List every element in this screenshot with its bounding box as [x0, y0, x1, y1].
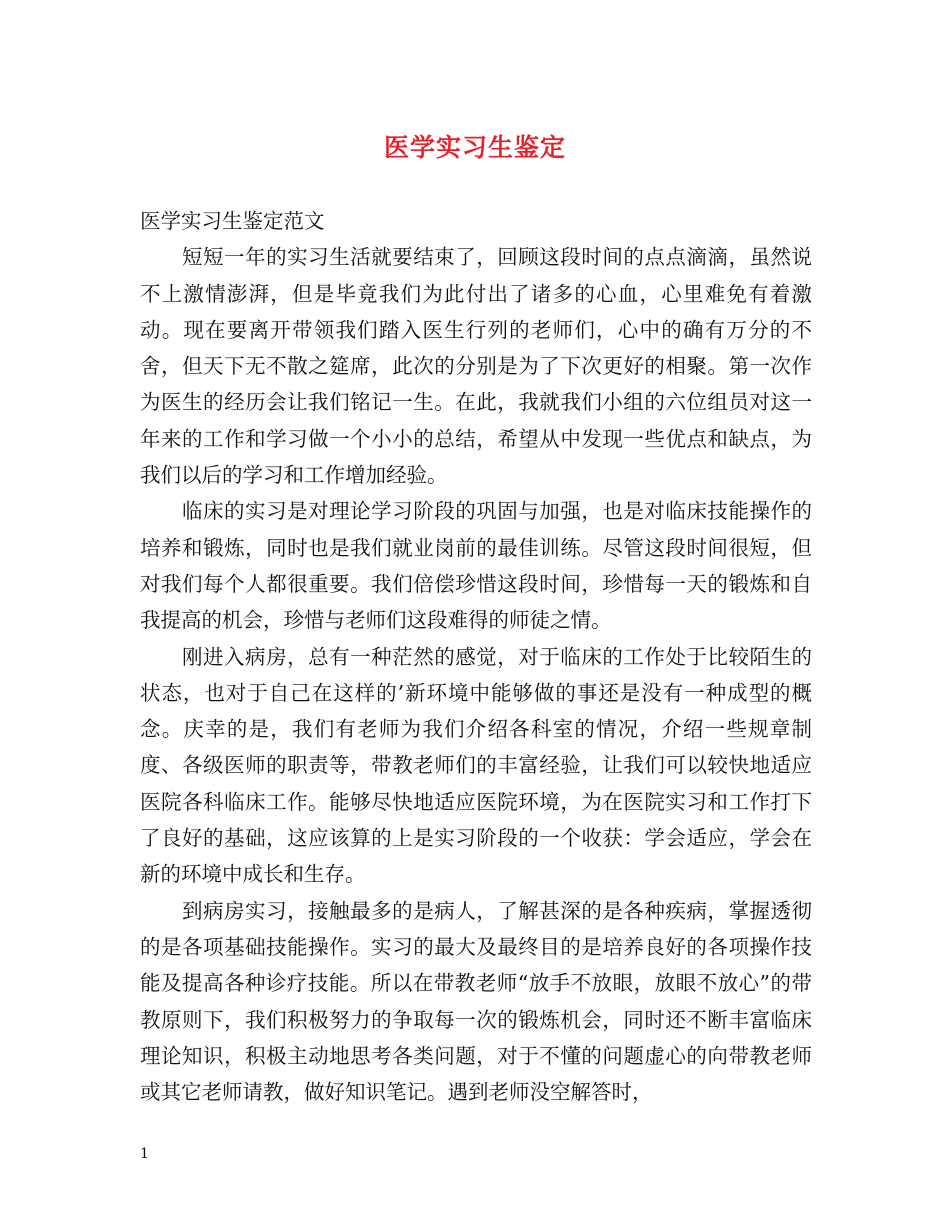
document-body [140, 203, 812, 1110]
paragraph-3: 刚进入病房，总有一种茫然的感觉，对于临床的工作处于比较陌生的状态，也对于自己在这样的’新环境中能够做的事还是没有一种成型的概念。庆幸的是，我们有老师为我们介绍各科室的情况，介绍一些规章制度、各级医师的职责等，带教老师们的丰富经验，让我们可以较快地适应医院各科临床工作。能够尽快地适应医院环境，为在医院实习和工作打下了良好的基础，这应该算的上是实习阶段的一个收获：学会适应，学会在新的环境中成长和生存。 [140, 644, 812, 887]
paragraph-4: 到病房实习，接触最多的是病人，了解甚深的是各种疾病，掌握透彻的是各项基础技能操作。实习的最大及最终目的是培养良好的各项操作技能及提高各种诊疗技能。所以在带教老师“放手不放眼，放眼不放心”的带教原则下，我们积极努力的争取每一次的锻炼机会，同时还不断丰富临床理论知识，积极主动地思考各类问题，对于不懂的问题虚心的向带教老师或其它老师请教，做好知识笔记。遇到老师没空解答时， [140, 898, 812, 1105]
document-subtitle: 医学实习生鉴定范文 [140, 209, 325, 233]
paragraph-2: 临床的实习是对理论学习阶段的巩固与加强，也是对临床技能操作的培养和锻炼，同时也是我们就业岗前的最佳训练。尽管这段时间很短，但对我们每个人都很重要。我们倍偿珍惜这段时间，珍惜每一天的锻炼和自我提高的机会，珍惜与老师们这段难得的师徒之情。 [140, 499, 812, 633]
document-title: 医学实习生鉴定 [383, 133, 566, 162]
paragraph-1: 短短一年的实习生活就要结束了，回顾这段时间的点点滴滴，虽然说不上激情澎湃，但是毕竟我们为此付出了诸多的心血，心里难免有着激动。现在要离开带领我们踏入医生行列的老师们，心中的确有万分的不舍，但天下无不散之筵席，此次的分别是为了下次更好的相聚。第一次作为医生的经历会让我们铭记一生。在此，我就我们小组的六位组员对这一年来的工作和学习做一个小小的总结，希望从中发现一些优点和缺点，为我们以后的学习和工作增加经验。 [140, 245, 812, 488]
page-number: 1 [140, 1146, 149, 1162]
